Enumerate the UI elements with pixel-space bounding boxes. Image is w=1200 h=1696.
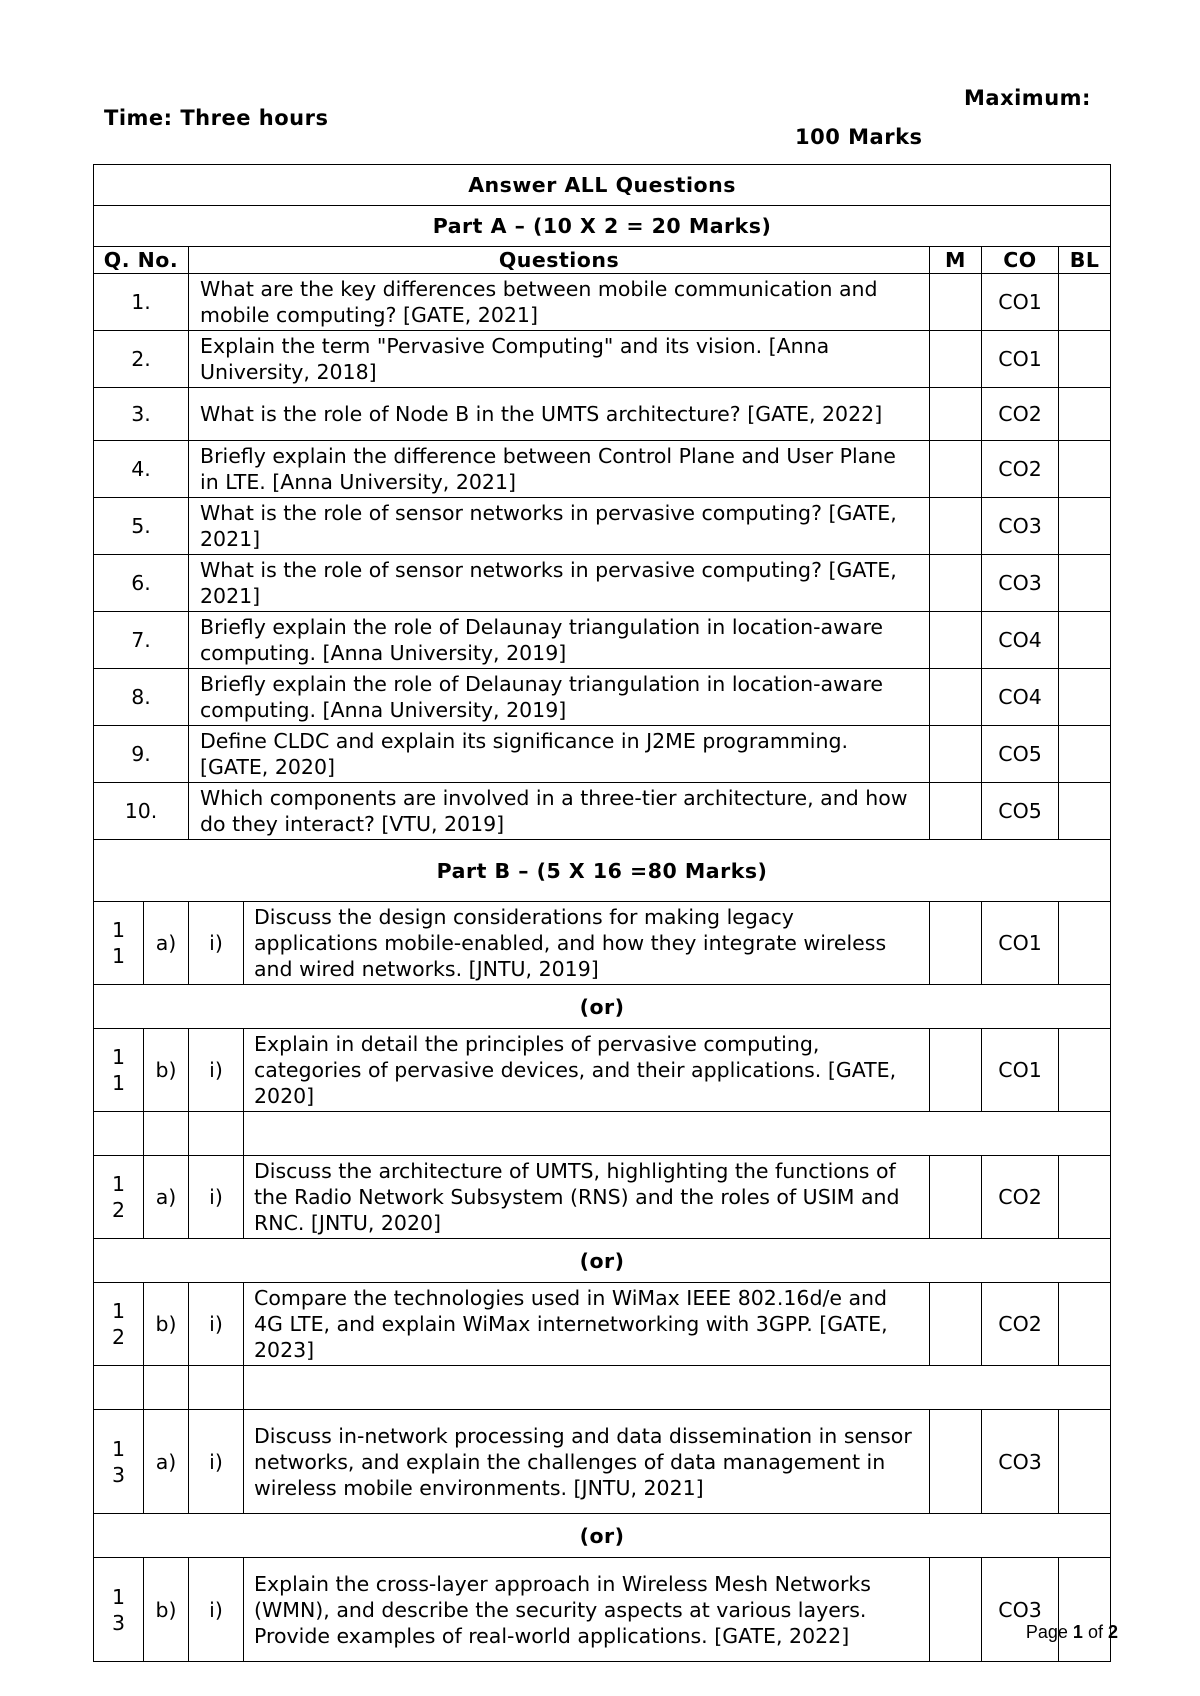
co-cell: CO4 (982, 669, 1059, 726)
marks-cell (930, 388, 982, 441)
bl-cell (1059, 498, 1111, 555)
part-a-title-row (94, 206, 1111, 247)
question-number: 7. (94, 612, 189, 669)
page-indicator (1026, 1622, 1118, 1643)
table-row (94, 1156, 1111, 1239)
page-number: 1 (1072, 1622, 1083, 1642)
bl-cell (1059, 669, 1111, 726)
empty-cell (94, 1366, 144, 1410)
header-marks: M (930, 247, 982, 274)
question-subpart: i) (189, 1156, 244, 1239)
maximum-marks-label: Maximum: (964, 86, 1091, 110)
page-total: 2 (1107, 1622, 1118, 1642)
question-subpart: i) (189, 902, 244, 985)
marks-cell (930, 1410, 982, 1514)
question-subpart: i) (189, 1029, 244, 1112)
marks-cell (930, 726, 982, 783)
marks-cell (930, 555, 982, 612)
marks-cell (930, 1558, 982, 1662)
question-number: 4. (94, 441, 189, 498)
or-row (94, 1239, 1111, 1283)
question-number: 1 3 (94, 1558, 144, 1662)
question-option: b) (144, 1558, 189, 1662)
marks-cell (930, 1029, 982, 1112)
header-questions: Questions (189, 247, 930, 274)
bl-cell (1059, 612, 1111, 669)
question-text: Which components are involved in a three-tier architecture, and how do they interact? [VTU, 2019] (189, 783, 930, 840)
co-cell: CO2 (982, 1283, 1059, 1366)
co-cell: CO3 (982, 1558, 1059, 1662)
instruction-row (94, 165, 1111, 206)
co-cell: CO2 (982, 441, 1059, 498)
bl-cell (1059, 555, 1111, 612)
question-number: 8. (94, 669, 189, 726)
question-number: 9. (94, 726, 189, 783)
marks-cell (930, 902, 982, 985)
marks-cell (930, 783, 982, 840)
marks-cell (930, 331, 982, 388)
bl-cell (1059, 1029, 1111, 1112)
question-number: 1 2 (94, 1156, 144, 1239)
exam-duration: Time: Three hours (104, 106, 329, 130)
question-option: b) (144, 1283, 189, 1366)
question-text: Explain the term "Pervasive Computing" and its vision. [Anna University, 2018] (189, 331, 930, 388)
co-cell: CO3 (982, 498, 1059, 555)
question-subpart: i) (189, 1283, 244, 1366)
table-row (94, 726, 1111, 783)
table-row (94, 274, 1111, 331)
question-text: What are the key differences between mobile communication and mobile computing? [GATE, 2021] (189, 274, 930, 331)
part-a-title: Part A – (10 X 2 = 20 Marks) (94, 206, 1111, 247)
question-number: 3. (94, 388, 189, 441)
question-text: Define CLDC and explain its significance in J2ME programming. [GATE, 2020] (189, 726, 930, 783)
question-text: Briefly explain the difference between Control Plane and User Plane in LTE. [Anna University, 2021] (189, 441, 930, 498)
part-b-title-row (94, 840, 1111, 902)
co-cell: CO5 (982, 783, 1059, 840)
question-text: What is the role of Node B in the UMTS architecture? [GATE, 2022] (189, 388, 930, 441)
table-row (94, 612, 1111, 669)
question-number: 6. (94, 555, 189, 612)
question-text: Compare the technologies used in WiMax IEEE 802.16d/e and 4G LTE, and explain WiMax internetworking with 3GPP. [GATE, 2023] (244, 1283, 930, 1366)
question-number: 1 2 (94, 1283, 144, 1366)
co-cell: CO3 (982, 555, 1059, 612)
question-text: What is the role of sensor networks in pervasive computing? [GATE, 2021] (189, 498, 930, 555)
question-number: 2. (94, 331, 189, 388)
question-option: a) (144, 1410, 189, 1514)
bl-cell (1059, 1283, 1111, 1366)
table-row (94, 331, 1111, 388)
co-cell: CO1 (982, 902, 1059, 985)
bl-cell (1059, 726, 1111, 783)
bl-cell (1059, 783, 1111, 840)
bl-cell (1059, 1558, 1111, 1662)
bl-cell (1059, 902, 1111, 985)
or-row (94, 985, 1111, 1029)
empty-cell (144, 1112, 189, 1156)
table-row (94, 1029, 1111, 1112)
co-cell: CO5 (982, 726, 1059, 783)
question-text: Explain in detail the principles of pervasive computing, categories of pervasive devices, and their applications. [GATE, 2020] (244, 1029, 930, 1112)
question-option: a) (144, 1156, 189, 1239)
spacer-row (94, 1366, 1111, 1410)
marks-cell (930, 612, 982, 669)
empty-cell (189, 1366, 244, 1410)
co-cell: CO1 (982, 1029, 1059, 1112)
co-cell: CO1 (982, 274, 1059, 331)
empty-cell (244, 1112, 1111, 1156)
question-text: Explain the cross-layer approach in Wireless Mesh Networks (WMN), and describe the security aspects at various layers. Provide examples of real-world applications. [GATE, 2022] (244, 1558, 930, 1662)
question-text: Discuss in-network processing and data dissemination in sensor networks, and explain the challenges of data management in wireless mobile environments. [JNTU, 2021] (244, 1410, 930, 1514)
table-row (94, 902, 1111, 985)
question-paper-table (93, 164, 1111, 1662)
question-text: Discuss the architecture of UMTS, highlighting the functions of the Radio Network Subsystem (RNS) and the roles of USIM and RNC. [JNTU, 2020] (244, 1156, 930, 1239)
or-label: (or) (94, 1239, 1111, 1283)
or-label: (or) (94, 1514, 1111, 1558)
question-text: Briefly explain the role of Delaunay triangulation in location-aware computing. [Anna University, 2019] (189, 669, 930, 726)
table-row (94, 441, 1111, 498)
bl-cell (1059, 1410, 1111, 1514)
bl-cell (1059, 388, 1111, 441)
empty-cell (244, 1366, 1111, 1410)
table-row (94, 1558, 1111, 1662)
page-word: Page (1025, 1622, 1068, 1642)
bl-cell (1059, 1156, 1111, 1239)
of-word: of (1087, 1622, 1103, 1642)
question-subpart: i) (189, 1558, 244, 1662)
table-row (94, 783, 1111, 840)
column-header-row (94, 247, 1111, 274)
question-number: 10. (94, 783, 189, 840)
spacer-row (94, 1112, 1111, 1156)
header-co: CO (982, 247, 1059, 274)
or-row (94, 1514, 1111, 1558)
part-b-title: Part B – (5 X 16 =80 Marks) (94, 840, 1111, 902)
bl-cell (1059, 274, 1111, 331)
marks-cell (930, 274, 982, 331)
marks-cell (930, 1283, 982, 1366)
question-text: Briefly explain the role of Delaunay triangulation in location-aware computing. [Anna University, 2019] (189, 612, 930, 669)
header-qno: Q. No. (94, 247, 189, 274)
table-row (94, 669, 1111, 726)
co-cell: CO1 (982, 331, 1059, 388)
or-label: (or) (94, 985, 1111, 1029)
marks-cell (930, 441, 982, 498)
co-cell: CO4 (982, 612, 1059, 669)
table-row (94, 498, 1111, 555)
empty-cell (189, 1112, 244, 1156)
bl-cell (1059, 331, 1111, 388)
question-number: 1 3 (94, 1410, 144, 1514)
instruction-text: Answer ALL Questions (94, 165, 1111, 206)
co-cell: CO2 (982, 1156, 1059, 1239)
question-number: 1 1 (94, 1029, 144, 1112)
marks-cell (930, 669, 982, 726)
empty-cell (144, 1366, 189, 1410)
bl-cell (1059, 441, 1111, 498)
question-text: Discuss the design considerations for making legacy applications mobile-enabled, and how they integrate wireless and wired networks. [JNTU, 2019] (244, 902, 930, 985)
question-number: 1 1 (94, 902, 144, 985)
header-bl: BL (1059, 247, 1111, 274)
co-cell: CO3 (982, 1410, 1059, 1514)
question-number: 5. (94, 498, 189, 555)
table-row (94, 555, 1111, 612)
question-subpart: i) (189, 1410, 244, 1514)
question-option: b) (144, 1029, 189, 1112)
table-row (94, 1410, 1111, 1514)
question-number: 1. (94, 274, 189, 331)
question-option: a) (144, 902, 189, 985)
question-text: What is the role of sensor networks in pervasive computing? [GATE, 2021] (189, 555, 930, 612)
empty-cell (94, 1112, 144, 1156)
co-cell: CO2 (982, 388, 1059, 441)
maximum-marks-value: 100 Marks (795, 125, 923, 149)
table-row (94, 1283, 1111, 1366)
table-row (94, 388, 1111, 441)
marks-cell (930, 498, 982, 555)
marks-cell (930, 1156, 982, 1239)
